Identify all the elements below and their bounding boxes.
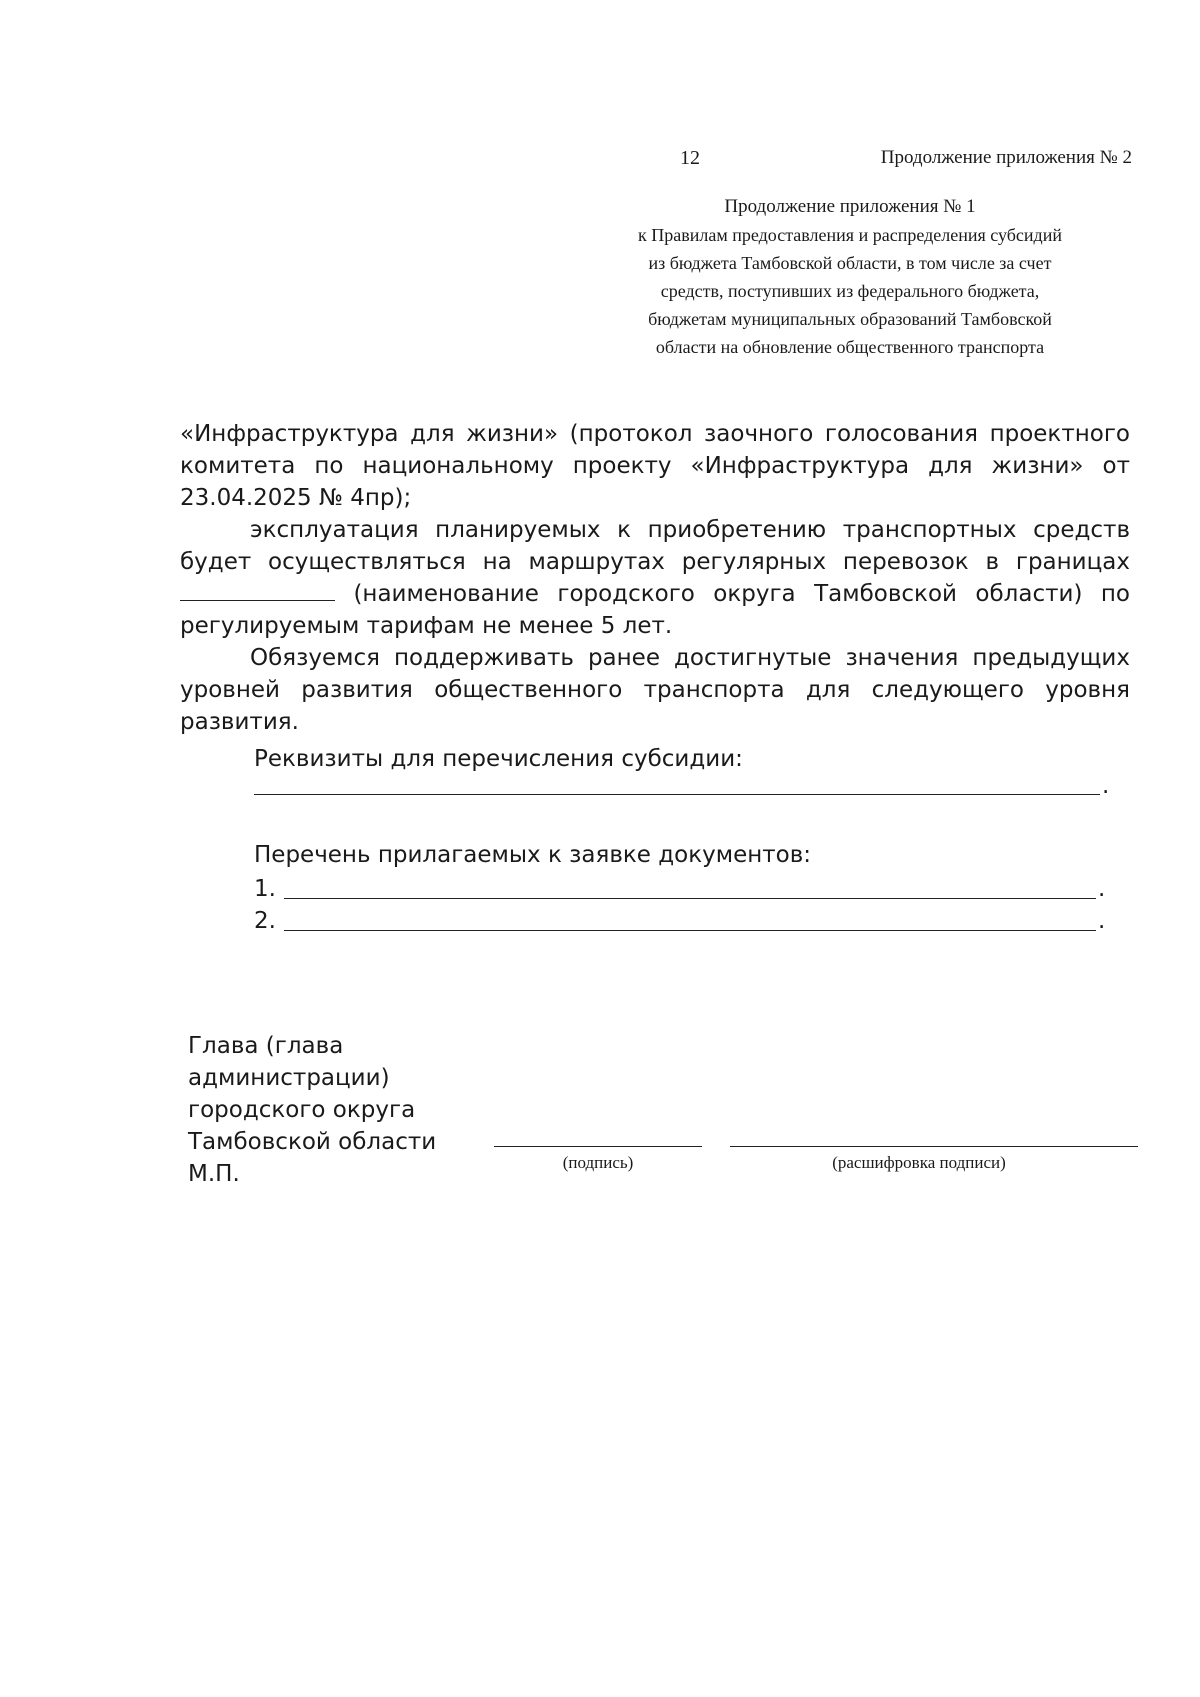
paragraph-2-end: (наименование городского округа Тамбовской области) по регулируемым тарифам не менее 5 лет. xyxy=(180,581,1130,639)
document-item xyxy=(254,906,1134,936)
appendix-line: бюджетам муниципальных образований Тамбовской xyxy=(648,309,1052,329)
appendix-line: средств, поступивших из федерального бюджета, xyxy=(660,281,1040,301)
document-item-number: 1. xyxy=(254,876,276,902)
signer-block xyxy=(188,1030,488,1190)
document-item-blank-line[interactable] xyxy=(284,930,1096,931)
document-item-line-end: . xyxy=(1098,876,1106,902)
signature-decoding-line[interactable] xyxy=(730,1146,1138,1147)
signature-line[interactable] xyxy=(494,1146,702,1147)
document-item xyxy=(254,874,1134,904)
signature-caption: (подпись) xyxy=(562,1153,634,1172)
paragraph-2-start: эксплуатация планируемых к приобретению транспортных средств будет осуществляться на маршрутах регулярных перевозок в границах xyxy=(180,517,1130,575)
stamp-place-label: М.П. xyxy=(188,1161,240,1187)
document-item-number: 2. xyxy=(254,908,276,934)
requisites-blank-line[interactable] xyxy=(254,794,1100,795)
continuation-note: Продолжение приложения № 2 xyxy=(880,147,1132,168)
appendix-line: из бюджета Тамбовской области, в том числе за счет xyxy=(648,253,1052,273)
requisites-label: Реквизиты для перечисления субсидии: xyxy=(254,746,743,772)
page-number: 12 xyxy=(680,147,700,169)
signer-line: городского округа xyxy=(188,1097,416,1123)
appendix-line: области на обновление общественного транспорта xyxy=(655,337,1045,357)
document-item-line-end: . xyxy=(1098,908,1106,934)
signer-line: администрации) xyxy=(188,1065,390,1091)
signature-decoding-caption: (расшифровка подписи) xyxy=(832,1153,1006,1172)
appendix-line: к Правилам предоставления и распределения субсидий xyxy=(638,225,1062,245)
appendix-header xyxy=(590,193,1110,361)
documents-label: Перечень прилагаемых к заявке документов: xyxy=(254,842,812,868)
body-text xyxy=(180,418,1130,738)
paragraph-1: «Инфраструктура для жизни» (протокол заочного голосования проектного комитета по национальному проекту «Инфраструктура для жизни» от 23.04.2025 № 4пр); xyxy=(180,421,1130,511)
requisites-line-end: . xyxy=(1102,773,1110,799)
document-item-blank-line[interactable] xyxy=(284,898,1096,899)
appendix-title: Продолжение приложения № 1 xyxy=(724,196,976,217)
paragraph-3: Обязуемся поддерживать ранее достигнутые значения предыдущих уровней развития общественного транспорта для следующего уровня развития. xyxy=(180,645,1130,735)
signer-line: Тамбовской области xyxy=(188,1129,437,1155)
signer-line: Глава (глава xyxy=(188,1033,344,1059)
municipality-blank[interactable] xyxy=(180,578,335,601)
paragraph-2 xyxy=(180,514,1130,642)
